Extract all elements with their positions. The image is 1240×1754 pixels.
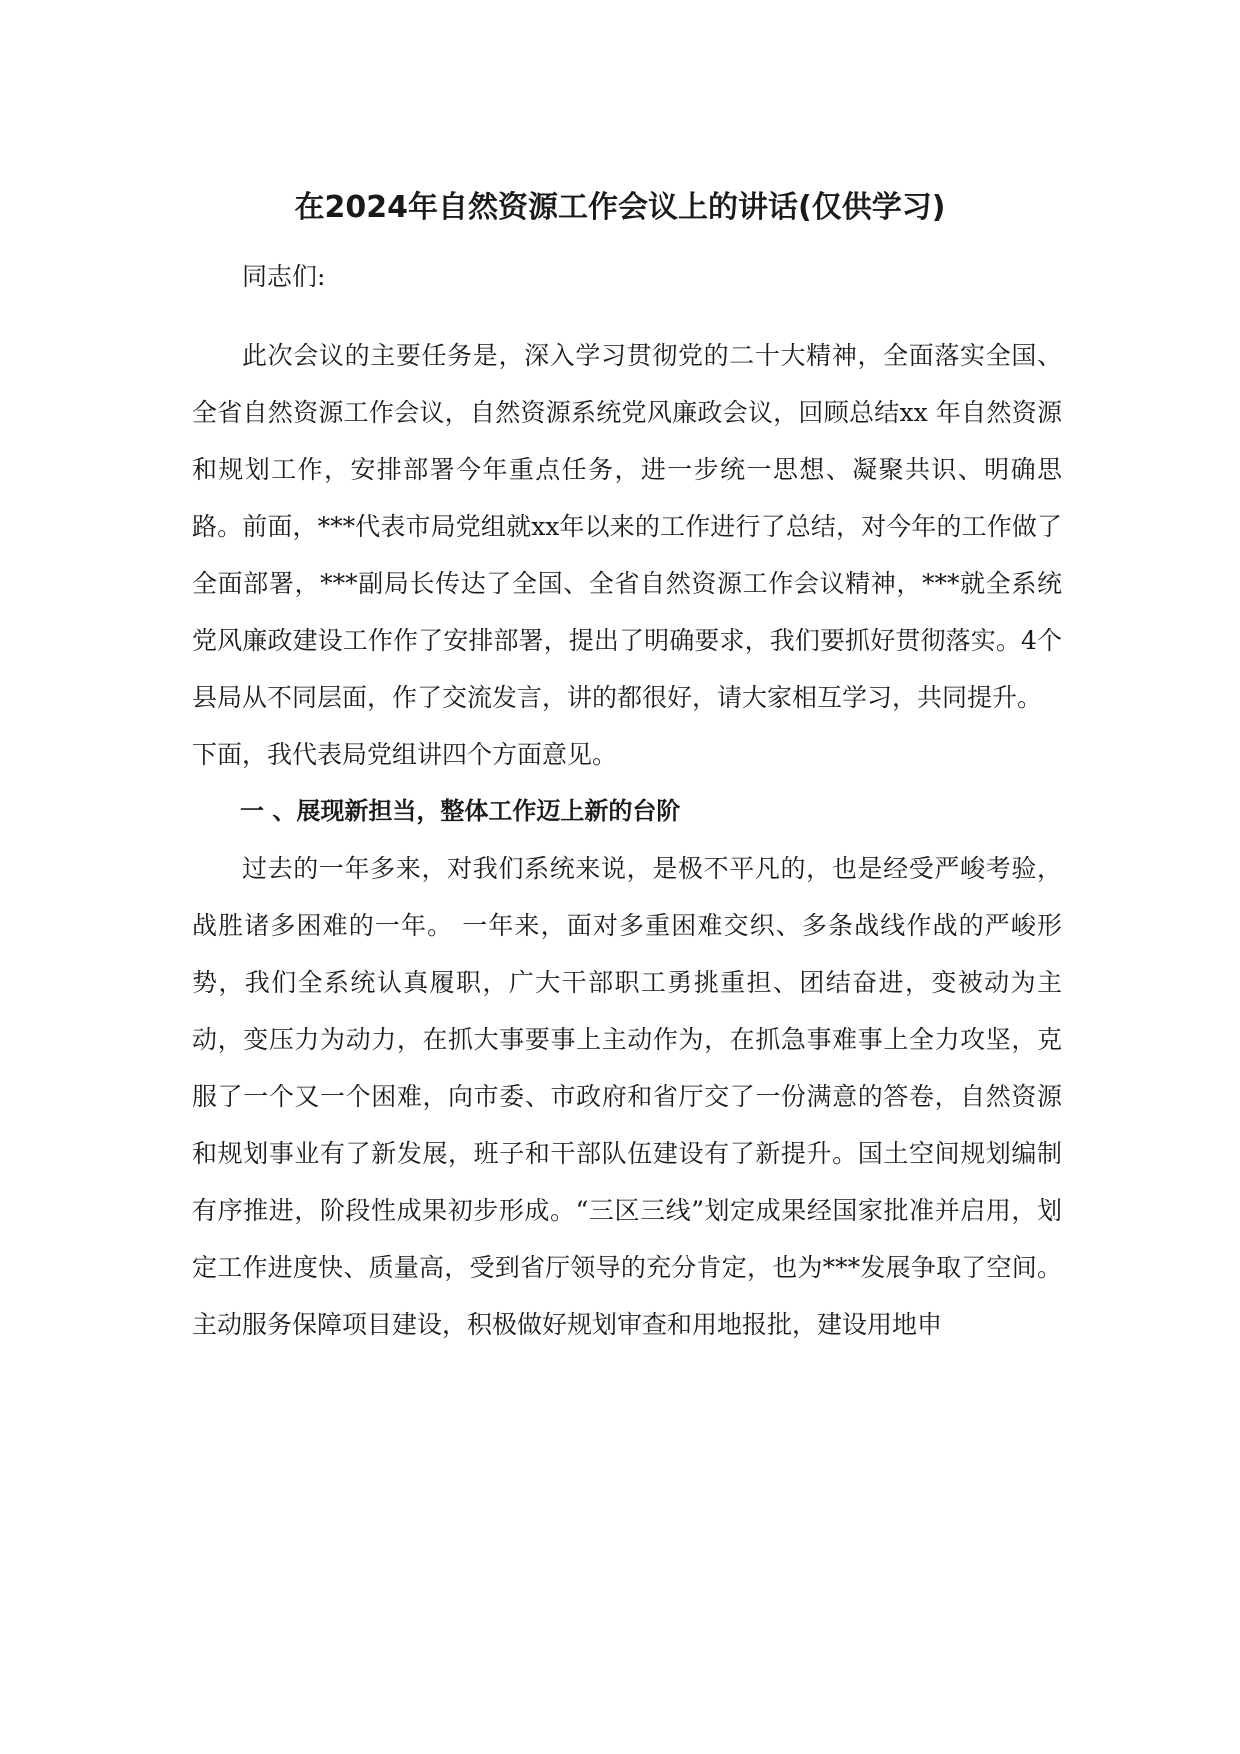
greeting: 同志们:: [242, 262, 326, 291]
section-paragraph: 过去的一年多来，对我们系统来说，是极不平凡的，也是经受严峻考验，战胜诸多困难的一年。 一年来，面对多重困难交织、多条战线作战的严峻形势，我们全系统认真履职，广大干部职工勇挑重担、团结奋进，变被动为主动，变压力为动力，在抓大事要事上主动作为，在抓急事难事上全力攻坚，克服了一个又一个困难，向市委、市政府和省厅交了一份满意的答卷，自然资源和规划事业有了新发展，班子和干部队伍建设有了新提升。国土空间规划编制有序推进，阶段性成果初步形成。“三区三线”划定成果经国家批准并启用，划定工作进度快、质量高，受到省厅领导的充分肯定，也为***发展争取了空间。主动服务保障项目建设，积极做好规划审查和用地报批，建设用地申: [192, 854, 1062, 1339]
document-body: [192, 248, 1062, 1353]
paragraph-intro: 此次会议的主要任务是，深入学习贯彻党的二十大精神，全面落实全国、全省自然资源工作会议，自然资源系统党风廉政会议，回顾总结xx 年自然资源和规划工作，安排部署今年重点任务，进一步统一思想、凝聚共识、明确思路。前面，***代表市局党组就xx年以来的工作进行了总结，对今年的工作做了全面部署，***副局长传达了全国、全省自然资源工作会议精神，***就全系统党风廉政建设工作作了安排部署，提出了明确要求，我们要抓好贯彻落实。4个县局从不同层面，作了交流发言，讲的都很好，请大家相互学习，共同提升。: [192, 341, 1062, 712]
paragraph-transition: 下面，我代表局党组讲四个方面意见。: [192, 740, 618, 769]
section-heading: 一 、展现新担当，整体工作迈上新的台阶: [240, 797, 681, 825]
document-title: 在2024年自然资源工作会议上的讲话(仅供学习): [294, 190, 946, 225]
